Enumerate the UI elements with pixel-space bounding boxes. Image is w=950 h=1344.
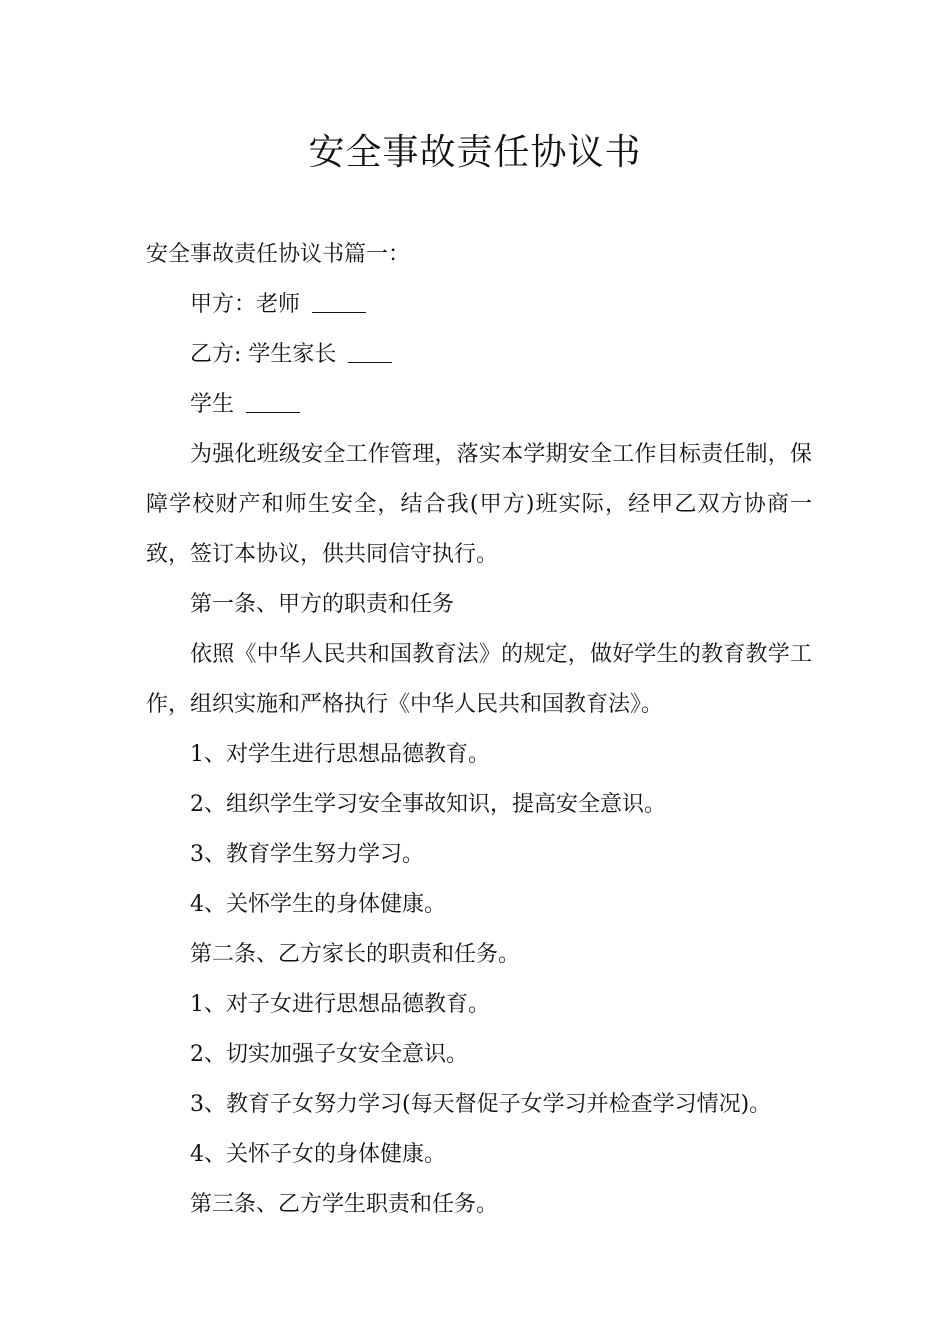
article-1-item-1: 1、对学生进行思想品德教育。 xyxy=(190,742,490,767)
student-label: 学生 xyxy=(190,392,235,417)
party-b-line xyxy=(146,330,812,380)
party-b-blank xyxy=(348,340,392,363)
article-1-paragraph: 依照《中华人民共和国教育法》的规定，做好学生的教育教学工作，组织实施和严格执行《中华人民共和国教育法》。 xyxy=(146,642,812,717)
document-body xyxy=(146,230,812,1230)
article-3-heading: 第三条、乙方学生职责和任务。 xyxy=(190,1192,499,1217)
document-title: 安全事故责任协议书 xyxy=(308,132,642,173)
party-a-line xyxy=(146,280,812,330)
article-2-heading: 第二条、乙方家长的职责和任务。 xyxy=(190,942,521,967)
section-heading: 安全事故责任协议书篇一： xyxy=(146,242,411,267)
article-1-item-2: 2、组织学生学习安全事故知识，提高安全意识。 xyxy=(190,792,666,817)
article-1-heading: 第一条、甲方的职责和任务 xyxy=(190,592,455,617)
article-1-item-3: 3、教育学生努力学习。 xyxy=(190,842,424,867)
article-2-item-2: 2、切实加强子女安全意识。 xyxy=(190,1042,468,1067)
party-b-label: 乙方: 学生家长 xyxy=(190,342,337,367)
student-blank xyxy=(246,390,300,413)
article-2-item-4: 4、关怀子女的身体健康。 xyxy=(190,1142,446,1167)
intro-paragraph: 为强化班级安全工作管理，落实本学期安全工作目标责任制，保障学校财产和师生安全，结合我(甲方)班实际，经甲乙双方协商一致，签订本协议，供共同信守执行。 xyxy=(146,442,812,567)
article-2-item-3: 3、教育子女努力学习(每天督促子女学习并检查学习情况)。 xyxy=(190,1092,772,1117)
article-2-item-1: 1、对子女进行思想品德教育。 xyxy=(190,992,490,1017)
party-a-blank xyxy=(312,290,366,313)
student-line xyxy=(146,380,812,430)
article-1-item-4: 4、关怀学生的身体健康。 xyxy=(190,892,446,917)
party-a-label: 甲方：老师 xyxy=(190,292,301,317)
